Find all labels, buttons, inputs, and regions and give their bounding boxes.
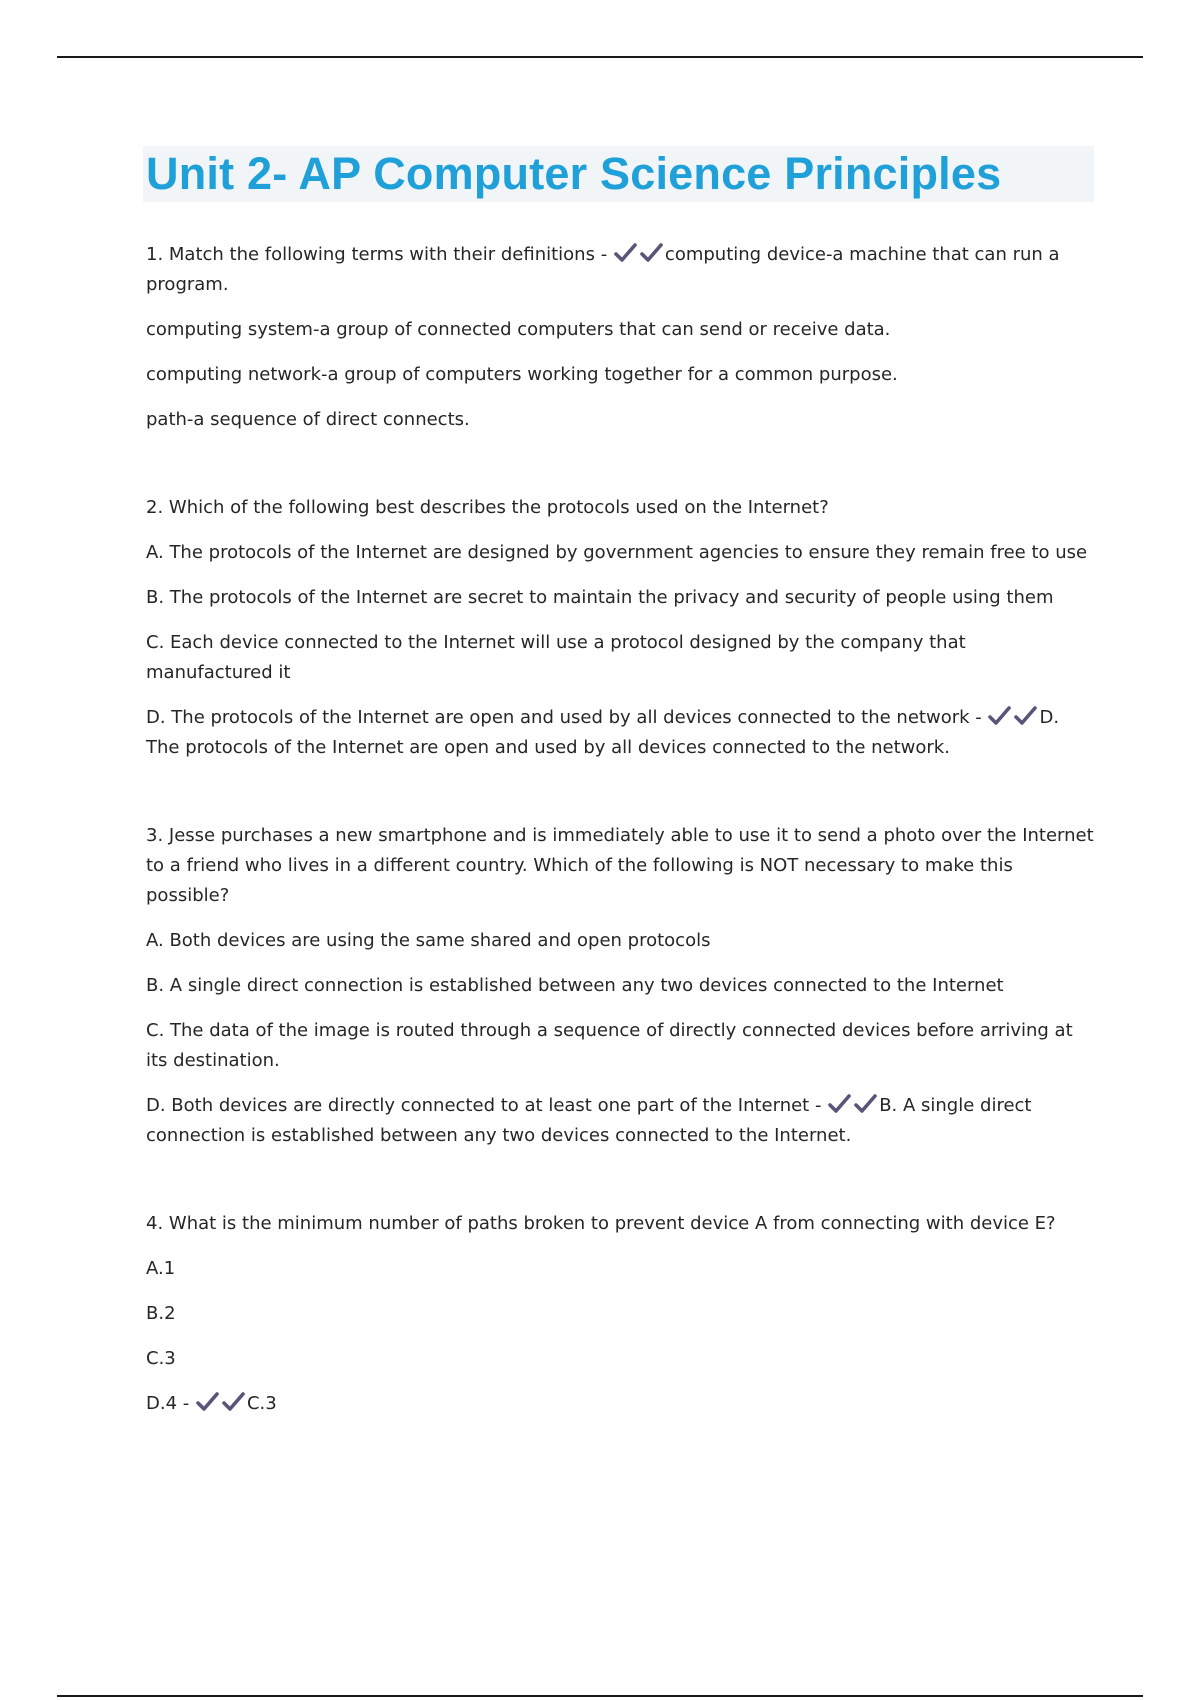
page-title: Unit 2- AP Computer Science Principles [146,148,1002,199]
option-c: C.3 [146,1348,176,1369]
option-c: C. Each device connected to the Internet will use a protocol designed by the company that manufactured it [146,632,966,683]
check-icon [614,243,638,263]
check-icon [196,1392,220,1412]
check-icon [222,1392,246,1412]
answer-text: computing device-a machine that can run a program. [146,244,1060,295]
option-text: D. Both devices are directly connected to at least one part of the Internet - [146,1095,828,1116]
question-2-prompt: 2. Which of the following best describes the protocols used on the Internet? [146,497,829,518]
question-3 [146,821,1094,1151]
option-d [146,703,1094,763]
question-1-prompt [146,240,1094,300]
check-icon [640,243,664,263]
question-2 [146,493,1094,763]
option-b: B. A single direct connection is established between any two devices connected to the Internet [146,975,1004,996]
option-d [146,1389,1094,1419]
option-text: D.4 - [146,1393,195,1414]
definition-line: path-a sequence of direct connects. [146,409,470,430]
check-icon [854,1094,878,1114]
option-b: B. The protocols of the Internet are secret to maintain the privacy and security of people using them [146,587,1054,608]
definition-line: computing network-a group of computers working together for a common purpose. [146,364,898,385]
option-text: D. The protocols of the Internet are open and used by all devices connected to the network - [146,707,988,728]
bottom-rule [57,1695,1143,1697]
check-icon [988,706,1012,726]
answer-text: B. A single direct connection is established between any two devices connected to the Internet. [146,1095,1032,1146]
option-c: C. The data of the image is routed through a sequence of directly connected devices before arriving at its destination. [146,1020,1073,1071]
check-icon [828,1094,852,1114]
top-rule [57,56,1143,58]
definition-line: computing system-a group of connected computers that can send or receive data. [146,319,891,340]
question-1 [146,240,1094,435]
option-a: A. Both devices are using the same shared and open protocols [146,930,711,951]
question-3-prompt: 3. Jesse purchases a new smartphone and is immediately able to use it to send a photo over the Internet to a friend who lives in a different country. Which of the following is NOT necessary to make this possible? [146,825,1094,906]
title-banner [143,146,1094,202]
answer-text: D. The protocols of the Internet are open and used by all devices connected to the network. [146,707,1060,758]
check-icon [1014,706,1038,726]
prompt-text: 1. Match the following terms with their definitions - [146,244,613,265]
answer-text: C.3 [246,1393,277,1414]
document-body [146,146,1094,1419]
option-b: B.2 [146,1303,176,1324]
question-4 [146,1209,1094,1419]
option-d [146,1091,1094,1151]
question-4-prompt: 4. What is the minimum number of paths broken to prevent device A from connecting with device E? [146,1213,1056,1234]
option-a: A. The protocols of the Internet are designed by government agencies to ensure they remain free to use [146,542,1088,563]
option-a: A.1 [146,1258,176,1279]
